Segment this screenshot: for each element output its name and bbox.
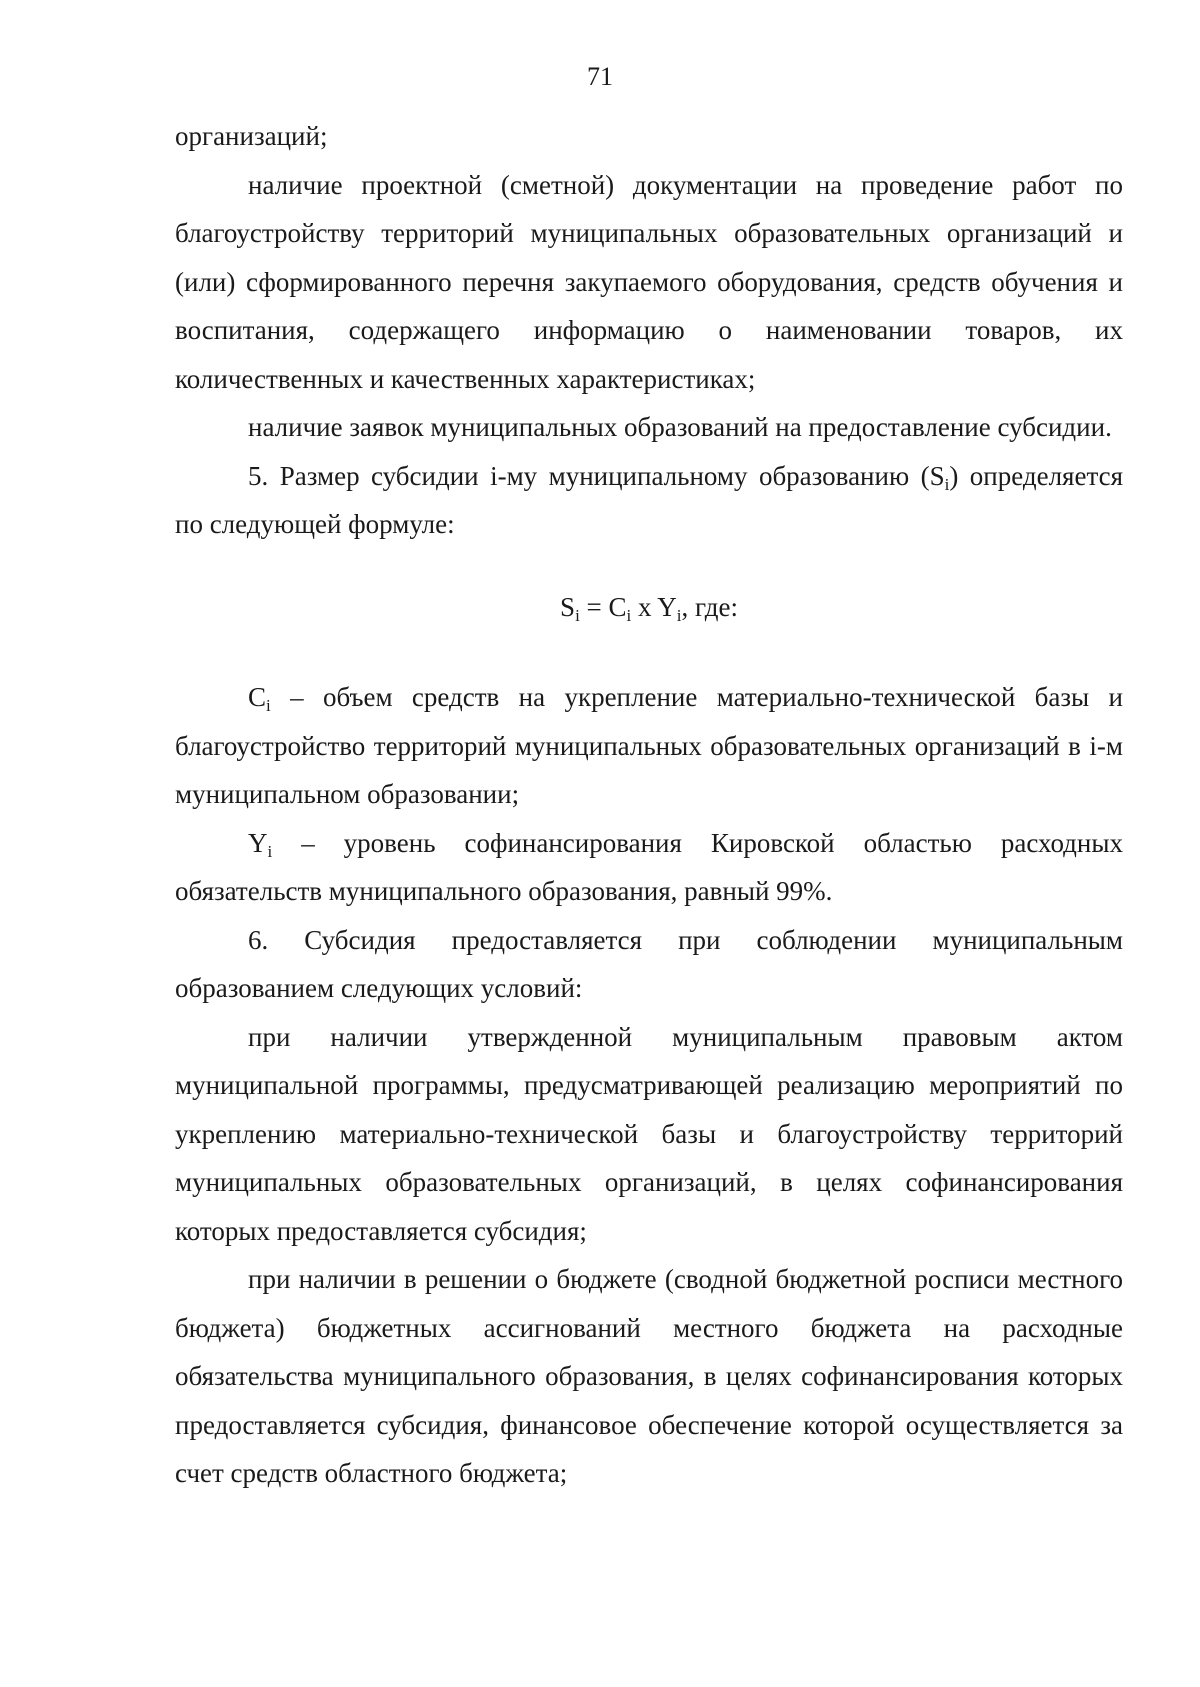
document-body <box>175 112 1123 1498</box>
definition-y-text: – уровень софинансирования Кировской областью расходных обязательств муниципального образования, равный 99%. <box>175 827 1123 906</box>
condition-2: при наличии в решении о бюджете (сводной бюджетной росписи местного бюджета) бюджетных ассигнований местного бюджета на расходные обязательства муниципального образования, в целях софинансирования которых предоставляется субсидия, финансовое обеспечение которой осуществляется за счет средств областного бюджета; <box>175 1264 1123 1488</box>
paragraph-6: 6. Субсидия предоставляется при соблюдении муниципальным образованием следующих условий: <box>175 924 1123 1003</box>
subscript: i <box>575 605 580 625</box>
subscript: i <box>266 696 271 715</box>
page-number: 71 <box>587 62 613 91</box>
subscript: i <box>267 841 273 861</box>
formula <box>175 583 1123 632</box>
formula-c: = C <box>579 591 627 622</box>
paragraph-3: наличие заявок муниципальных образований на предоставление субсидии. <box>248 412 1112 442</box>
definition-c <box>175 673 1123 819</box>
definition-c-text: – объем средств на укрепление материально-технической базы и благоустройство территорий муниципальных образовательных организаций в i-м муниципальном образовании; <box>175 682 1123 809</box>
paragraph-1: организаций; <box>175 121 328 151</box>
definition-c-symbol: C <box>248 682 267 712</box>
definition-y-symbol: Y <box>248 827 268 858</box>
formula-s: S <box>560 591 576 622</box>
paragraph-2: наличие проектной (сметной) документации на проведение работ по благоустройству территорий муниципальных образовательных организаций и (или) сформированного перечня закупаемого оборудования, средств обучения и воспитания, содержащего информацию о наименовании товаров, их количественных и качественных характеристиках; <box>175 169 1123 394</box>
paragraph-4 <box>175 452 1123 549</box>
formula-y: x Y <box>631 591 677 622</box>
paragraph-4-end: ) определяется по следующей формуле: <box>175 460 1123 539</box>
paragraph-4-main: 5. Размер субсидии i-му муниципальному образованию (S <box>248 460 945 491</box>
definition-y <box>175 819 1123 916</box>
subscript: i <box>676 605 682 625</box>
subscript: i <box>944 474 950 494</box>
subscript: i <box>626 605 632 625</box>
condition-1: при наличии утвержденной муниципальным правовым актом муниципальной программы, предусматривающей реализацию мероприятий по укреплению материально-технической базы и благоустройству территорий муниципальных образовательных организаций, в целях софинансирования которых предоставляется субсидия; <box>175 1021 1123 1246</box>
formula-tail: , где: <box>681 591 738 622</box>
